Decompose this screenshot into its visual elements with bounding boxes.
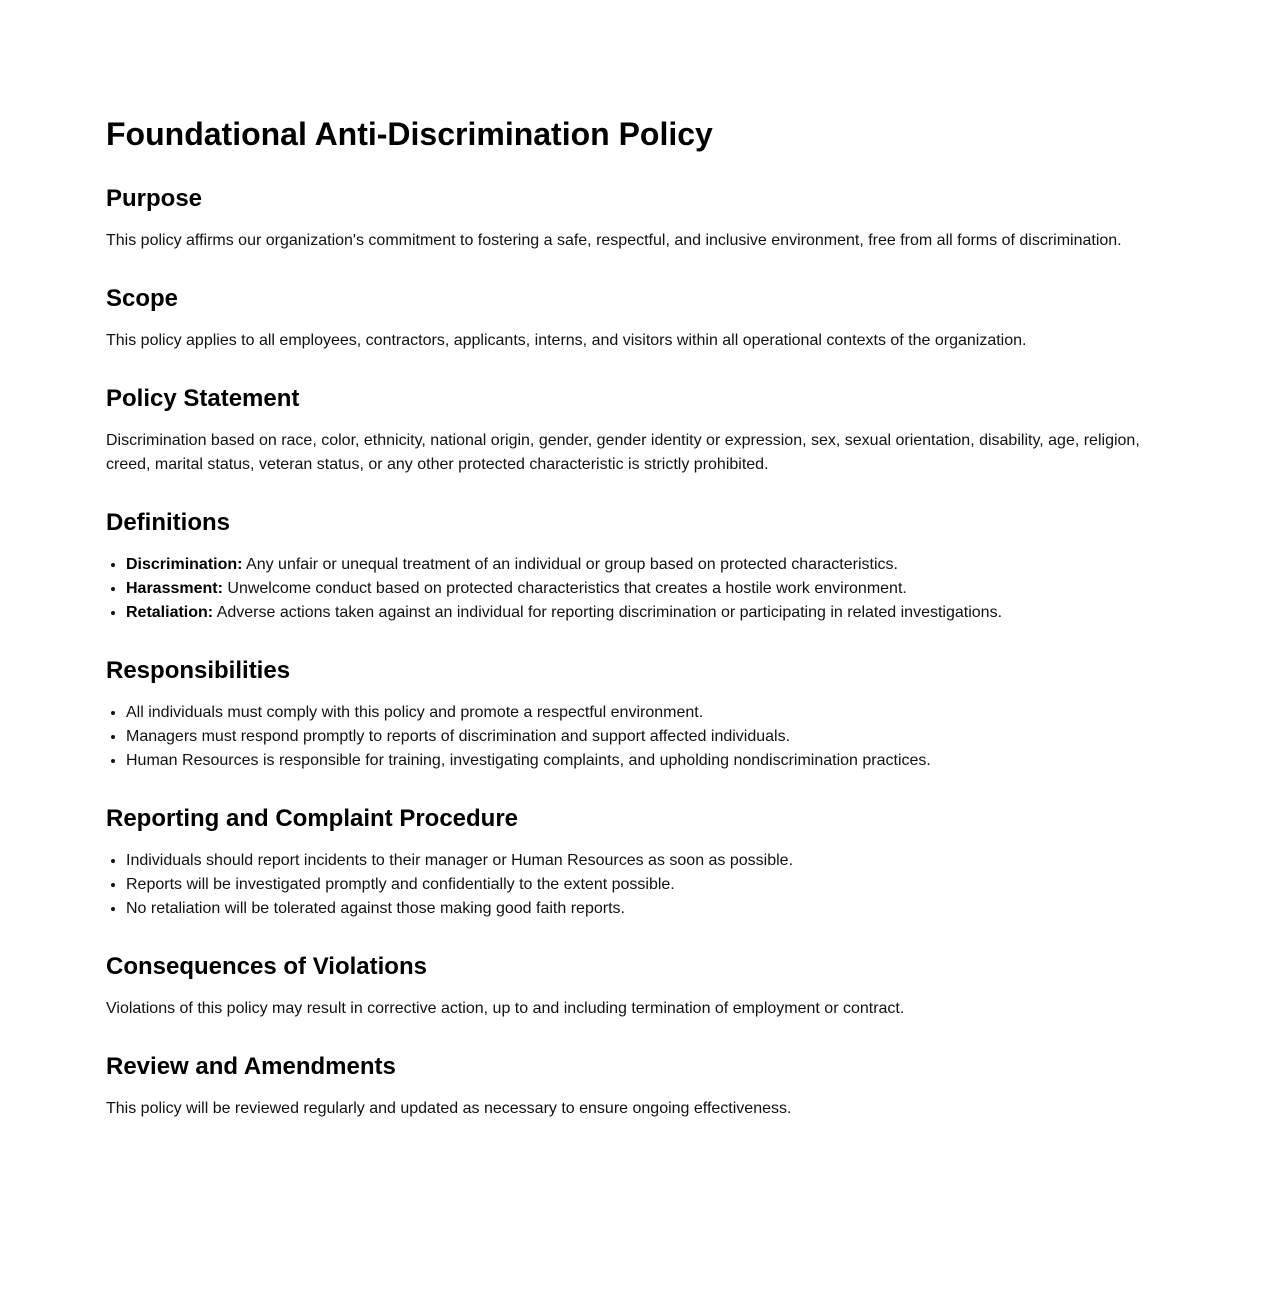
- section-heading-responsibilities: Responsibilities: [106, 657, 291, 684]
- list-item: [126, 601, 1156, 625]
- scope-paragraph: This policy applies to all employees, contractors, applicants, interns, and visitors within all operational contexts of the organization.: [106, 332, 1027, 349]
- page-title: Foundational Anti-Discrimination Policy: [106, 116, 713, 152]
- purpose-paragraph: This policy affirms our organization's commitment to fostering a safe, respectful, and inclusive environment, free from all forms of discrimination.: [106, 232, 1122, 249]
- section-heading-reporting: Reporting and Complaint Procedure: [106, 805, 519, 832]
- section-heading-consequences: Consequences of Violations: [106, 953, 427, 980]
- consequences-paragraph: Violations of this policy may result in corrective action, up to and including termination of employment or contract.: [106, 1000, 905, 1017]
- section-reporting: [106, 805, 1156, 921]
- section-purpose: [106, 185, 1156, 253]
- list-item: • All individuals must comply with this policy and promote a respectful environment.: [126, 701, 1156, 725]
- list-item: • No retaliation will be tolerated against those making good faith reports.: [126, 897, 1156, 921]
- section-heading-scope: Scope: [106, 285, 179, 312]
- policy-statement-paragraph: Discrimination based on race, color, ethnicity, national origin, gender, gender identity or expression, sex, sexual orientation, disability, age, religion, creed, marital status, veteran status, or any other protected characteristic is strictly prohibited.: [106, 432, 1140, 473]
- section-review: [106, 1053, 1156, 1121]
- definition-text: Adverse actions taken against an individual for reporting discrimination or participating in related investigations.: [213, 604, 1003, 621]
- section-heading-review: Review and Amendments: [106, 1053, 396, 1080]
- section-policy-statement: [106, 385, 1156, 477]
- section-consequences: [106, 953, 1156, 1021]
- definition-term: Retaliation:: [126, 604, 214, 621]
- definition-term: Discrimination:: [126, 556, 243, 573]
- section-scope: [106, 285, 1156, 353]
- section-definitions: [106, 509, 1156, 625]
- section-responsibilities: [106, 657, 1156, 773]
- section-heading-policy-statement: Policy Statement: [106, 385, 300, 412]
- list-item: • Individuals should report incidents to their manager or Human Resources as soon as possible.: [126, 849, 1156, 873]
- list-item: • Managers must respond promptly to reports of discrimination and support affected individuals.: [126, 725, 1156, 749]
- definitions-list: [106, 553, 1156, 625]
- definition-text: Unwelcome conduct based on protected characteristics that creates a hostile work environment.: [222, 580, 907, 597]
- definition-text: Any unfair or unequal treatment of an individual or group based on protected characteristics.: [242, 556, 898, 573]
- list-item: • Human Resources is responsible for training, investigating complaints, and upholding nondiscrimination practices.: [126, 749, 1156, 773]
- section-heading-purpose: Purpose: [106, 185, 203, 212]
- review-paragraph: This policy will be reviewed regularly and updated as necessary to ensure ongoing effectiveness.: [106, 1100, 792, 1117]
- section-heading-definitions: Definitions: [106, 509, 230, 536]
- list-item: [126, 577, 1156, 601]
- list-item: [126, 553, 1156, 577]
- reporting-list: [106, 849, 1156, 921]
- list-item: • Reports will be investigated promptly and confidentially to the extent possible.: [126, 873, 1156, 897]
- responsibilities-list: [106, 701, 1156, 773]
- definition-term: Harassment:: [126, 580, 223, 597]
